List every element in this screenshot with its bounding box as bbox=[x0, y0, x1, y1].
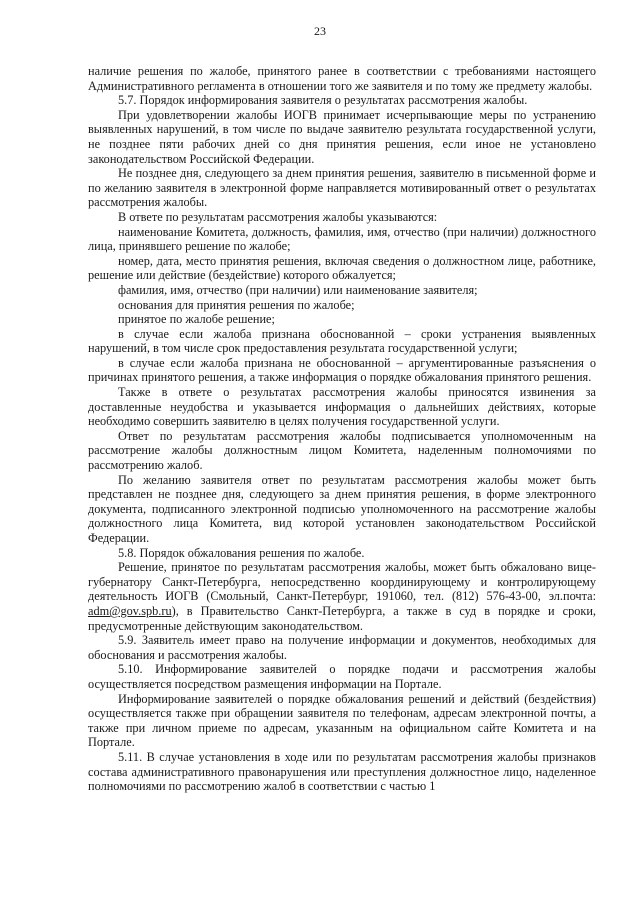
list-item: основания для принятия решения по жалобе; bbox=[118, 297, 355, 312]
list-item: номер, дата, место принятия решения, включая сведения о должностном лице, работнике, решение или действие (бездействие) которого обжалуется; bbox=[88, 253, 596, 283]
paragraph: В ответе по результатам рассмотрения жалобы указываются: bbox=[118, 209, 438, 224]
paragraph: По желанию заявителя ответ по результатам рассмотрения жалобы может быть представлен не позднее дня, следующего за днем принятия решения, в форме электронного документа, подписанного электронной подписью уполномоченного на рассмотрение жалобы должностного лица Комитета, вид которой установлен законодательством Российской Федерации. bbox=[88, 472, 596, 545]
section-heading: 5.7. Порядок информирования заявителя о результатах рассмотрения жалобы. bbox=[118, 93, 528, 108]
section-heading: 5.8. Порядок обжалования решения по жалобе. bbox=[118, 545, 365, 560]
paragraph: Не позднее дня, следующего за днем принятия решения, заявителю в письменной форме и по желанию заявителя в электронной форме направляется мотивированный ответ о результатах рассмотрения жалобы. bbox=[88, 166, 596, 210]
list-item: принятое по жалобе решение; bbox=[118, 312, 275, 327]
appeal-paragraph bbox=[88, 560, 596, 633]
appeal-text-before: Решение, принятое по результатам рассмотрения жалобы, может быть обжаловано вице-губернатору Санкт-Петербурга, непосредственно координирующему и контролирующему деятельность ИОГВ (Смольный, Санкт-Петербург, 191060, тел. (812) 576-43-00, эл.почта: bbox=[88, 560, 596, 604]
list-item: наименование Комитета, должность, фамилия, имя, отчество (при наличии) должностного лица, принявшего решение по жалобе; bbox=[88, 224, 596, 254]
paragraph: При удовлетворении жалобы ИОГВ принимает исчерпывающие меры по устранению выявленных нарушений, в том числе по выдаче заявителю результата государственной услуги, не позднее пяти рабочих дней со дня принятия решения, если иное не установлено законодательством Российской Федерации. bbox=[88, 107, 596, 166]
section-heading: 5.11. В случае установления в ходе или по результатам рассмотрения жалобы признаков состава административного правонарушения или преступления должностное лицо, наделенное полномочиями по рассмотрению жалоб в соответствии с частью 1 bbox=[88, 749, 596, 794]
section-heading: 5.9. Заявитель имеет право на получение информации и документов, необходимых для обоснования и рассмотрения жалобы. bbox=[88, 633, 596, 662]
document-body bbox=[88, 64, 596, 794]
list-item: в случае если жалоба признана обоснованной – сроки устранения выявленных нарушений, в том числе срок предоставления результата государственной услуги; bbox=[88, 326, 596, 356]
list-item: фамилия, имя, отчество (при наличии) или наименование заявителя; bbox=[118, 282, 478, 297]
list-item: в случае если жалоба признана не обоснованной – аргументированные разъяснения о причинах принятого решения, а также информация о порядке обжалования принятого решения. bbox=[88, 355, 596, 385]
paragraph: Ответ по результатам рассмотрения жалобы подписывается уполномоченным на рассмотрение жалобы должностным лицом Комитета, наделенным полномочиями по рассмотрению жалоб. bbox=[88, 428, 596, 473]
page-number: 23 bbox=[314, 24, 326, 38]
paragraph: Информирование заявителей о порядке обжалования решений и действий (бездействия) осуществляется также при обращении заявителя по телефонам, адресам электронной почты, а также при личном приеме по адресам, указанным на официальном сайте Комитета и на Портале. bbox=[88, 691, 596, 750]
paragraph: наличие решения по жалобе, принятого ранее в соответствии с требованиями настоящего Административного регламента в отношении того же заявителя и по тому же предмету жалобы. bbox=[88, 64, 596, 93]
section-heading: 5.10. Информирование заявителей о порядке подачи и рассмотрения жалобы осуществляется посредством размещения информации на Портале. bbox=[88, 662, 596, 691]
paragraph: Также в ответе о результатах рассмотрения жалобы приносятся извинения за доставленные неудобства и указывается информация о дальнейших действиях, которые необходимо совершить заявителю в целях получения государственной услуги. bbox=[88, 385, 596, 429]
email-link[interactable]: adm@gov.spb.ru bbox=[88, 603, 172, 618]
appeal-text-after: ), в Правительство Санкт-Петербурга, а также в суд в порядке и сроки, предусмотренные действующим законодательством. bbox=[88, 603, 596, 633]
